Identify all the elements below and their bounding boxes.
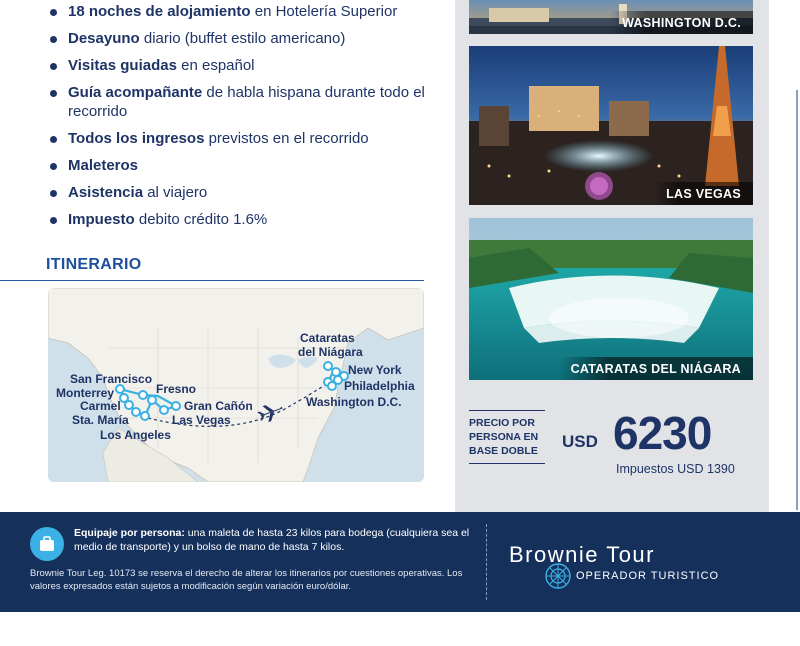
brand-subtitle: OPERADOR TURISTICO (576, 570, 720, 582)
include-item: Asistencia al viajero (46, 183, 426, 202)
brand-name: Brownie Tour (509, 542, 655, 567)
include-item: Visitas guiadas en español (46, 56, 426, 75)
price-amount: 6230 (613, 407, 712, 459)
city-label: Fresno (156, 382, 197, 396)
city-label: Los Angeles (100, 428, 171, 442)
city-label: Monterrey (56, 386, 115, 400)
city-label: New York (348, 363, 402, 377)
photo-caption: WASHINGTON D.C. (610, 11, 753, 34)
destinations-panel (455, 0, 769, 512)
right-edge-line (796, 90, 798, 510)
baggage-info: Equipaje por persona: una maleta de hasta 23 kilos para bodega (cualquiera sea el medio de transporte) y un bolso de mano de hasta 7 kilos. (74, 527, 470, 553)
city-label: Philadelphia (344, 379, 415, 393)
city-label: del Niágara (298, 345, 363, 359)
brand-logo-icon (544, 562, 572, 590)
city-label: Cataratas (300, 331, 355, 345)
right-edge (790, 0, 800, 512)
city-label: San Francisco (70, 372, 153, 386)
luggage-icon (30, 527, 64, 561)
include-item: 18 noches de alojamiento en Hotelería Superior (46, 2, 426, 21)
price-label: PRECIO POR PERSONA EN BASE DOBLE (469, 410, 545, 464)
photo-las-vegas (469, 46, 753, 205)
include-item: Desayuno diario (buffet estilo americano) (46, 29, 426, 48)
niagara-photo-graphic (469, 218, 753, 380)
footer-divider (486, 524, 487, 600)
include-item: Maleteros (46, 156, 426, 175)
city-label: Gran Cañón (184, 399, 253, 413)
include-item: Todos los ingresos previstos en el recorrido (46, 129, 426, 148)
include-item: Guía acompañante de habla hispana durante todo el recorrido (46, 83, 426, 121)
price-taxes: Impuestos USD 1390 (616, 462, 735, 476)
photo-caption: CATARATAS DEL NIÁGARA (559, 357, 753, 380)
footer (0, 512, 800, 612)
itinerary-heading: ITINERARIO (46, 256, 142, 273)
photo-caption: LAS VEGAS (654, 182, 753, 205)
itinerary-map (48, 288, 424, 482)
city-label: Carmel (80, 399, 121, 413)
photo-niagara (469, 218, 753, 380)
include-item: Impuesto debito crédito 1.6% (46, 210, 426, 229)
legal-note: Brownie Tour Leg. 10173 se reserva el derecho de alterar los itinerarios por cuestiones operativas. Los valores expresados están sujetos a modificación según variación euro/dólar. (30, 568, 463, 592)
price-currency: USD (562, 432, 598, 451)
city-label: Las Vegas (172, 413, 231, 427)
city-label: Sta. María (72, 413, 129, 427)
city-label: Washington D.C. (306, 395, 402, 409)
itinerary-divider (0, 280, 424, 281)
photo-washington (469, 0, 753, 34)
